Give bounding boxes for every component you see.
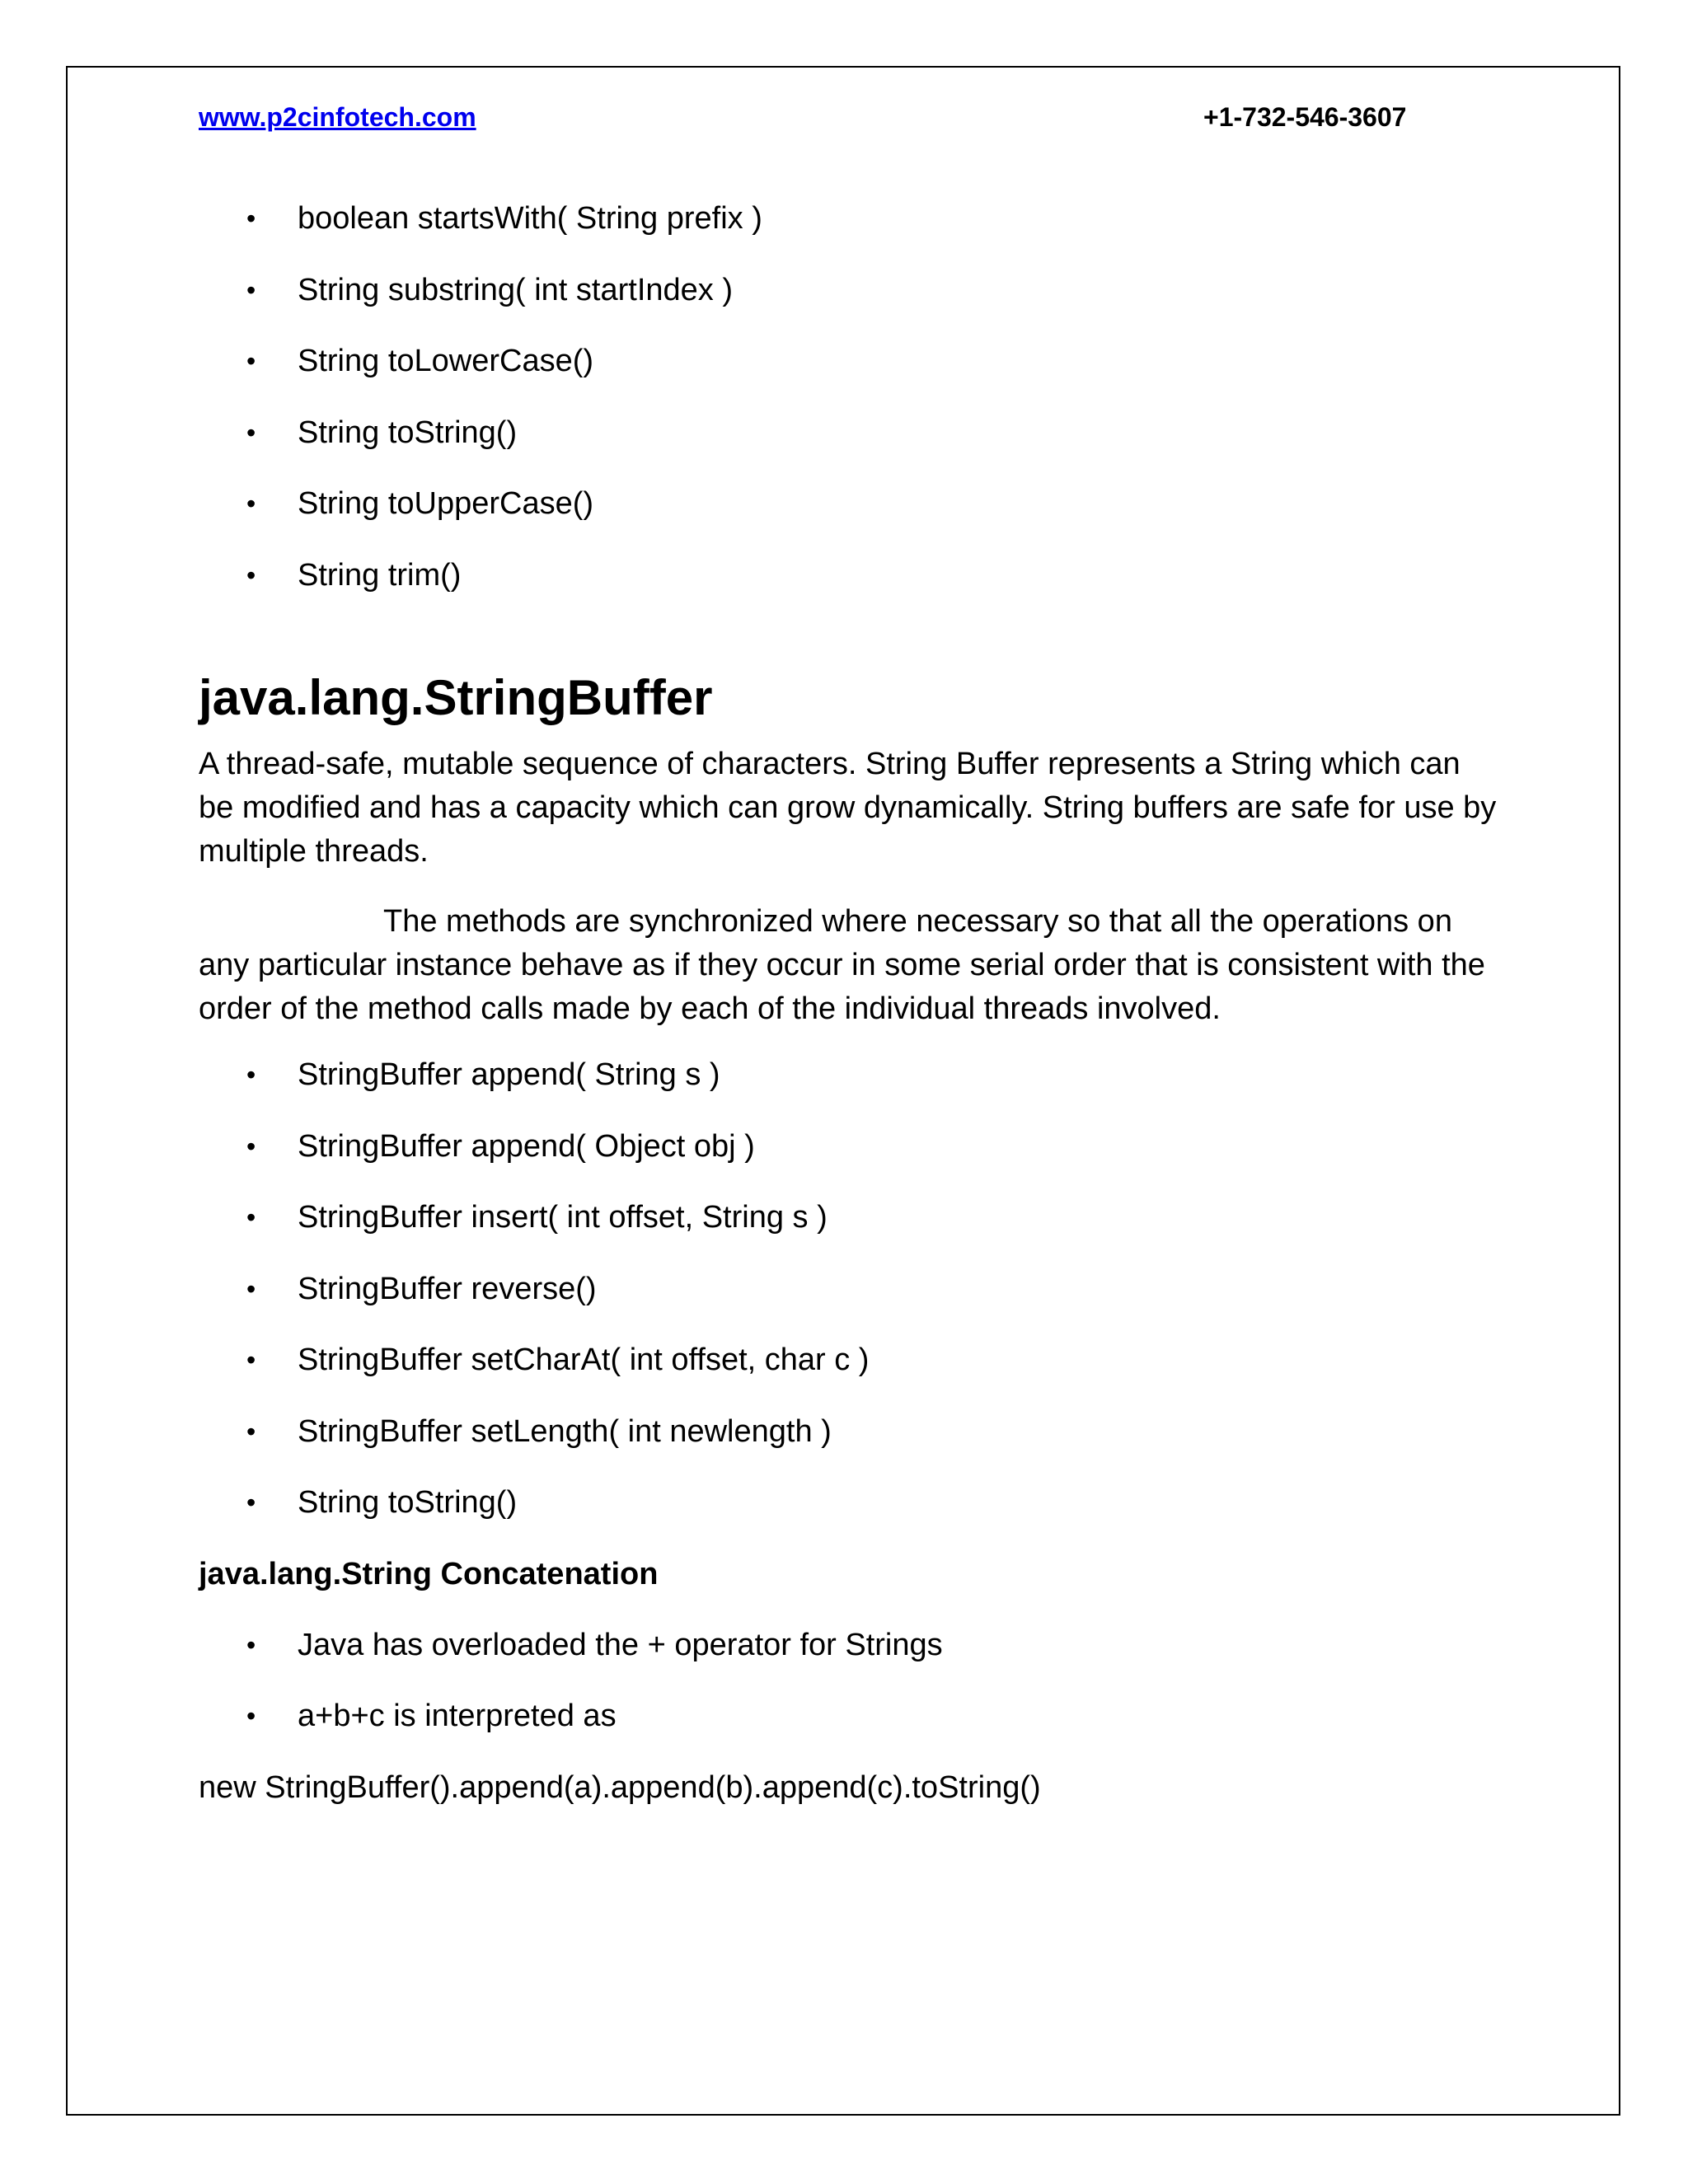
list-item: • String toUpperCase() bbox=[199, 476, 1501, 548]
bullet-icon: • bbox=[246, 1273, 256, 1304]
bullet-icon: • bbox=[246, 1416, 256, 1446]
bullet-icon: • bbox=[246, 1345, 256, 1375]
bullet-icon: • bbox=[246, 1202, 256, 1232]
concatenation-title: java.lang.String Concatenation bbox=[199, 1556, 659, 1591]
bullet-icon: • bbox=[246, 417, 256, 448]
paragraph-description: A thread-safe, mutable sequence of characters. String Buffer represents a String which can be modified and has a capacity which can grow dynamically. String buffers are safe for use by multiple threads. bbox=[199, 747, 1497, 869]
bullet-icon: • bbox=[246, 274, 256, 305]
bullet-icon: • bbox=[246, 204, 256, 233]
list-item: • String trim() bbox=[199, 548, 1501, 620]
paragraph-synchronized: The methods are synchronized where necessary so that all the operations on any particular instance behave as if they occur in some serial order that is consistent with the order of the method calls made by each of the individual threads involved. bbox=[199, 904, 1485, 1026]
list-item: • String toLowerCase() bbox=[199, 334, 1501, 405]
bullet-icon: • bbox=[246, 1488, 256, 1517]
phone-number: +1-732-546-3607 bbox=[1203, 102, 1407, 132]
list-item: • StringBuffer append( String s ) bbox=[199, 1047, 1501, 1119]
bullet-icon: • bbox=[246, 1701, 256, 1731]
list-item: • String toString() bbox=[199, 405, 1501, 477]
bullet-icon: • bbox=[246, 1629, 256, 1660]
bullet-icon: • bbox=[246, 346, 256, 376]
stringbuffer-methods-list bbox=[199, 1047, 1501, 1547]
list-item: • StringBuffer setLength( int newlength ) bbox=[199, 1404, 1501, 1476]
website-link[interactable]: www.p2cinfotech.com bbox=[199, 102, 476, 132]
list-item: • String toString() bbox=[199, 1475, 1501, 1547]
bullet-icon: • bbox=[246, 1131, 256, 1161]
list-item: • StringBuffer setCharAt( int offset, char c ) bbox=[199, 1333, 1501, 1404]
string-methods-list bbox=[199, 191, 1501, 619]
concatenation-list bbox=[199, 1618, 1501, 1760]
list-item: • StringBuffer insert( int offset, String s ) bbox=[199, 1190, 1501, 1262]
bullet-icon: • bbox=[246, 1060, 256, 1090]
document-body bbox=[199, 191, 1501, 1815]
list-item: • StringBuffer reverse() bbox=[199, 1262, 1501, 1333]
list-item: • boolean startsWith( String prefix ) bbox=[199, 191, 1501, 263]
bullet-icon: • bbox=[246, 489, 256, 518]
section-title: java.lang.StringBuffer bbox=[199, 670, 713, 725]
bullet-icon: • bbox=[246, 560, 256, 590]
list-item: • a+b+c is interpreted as bbox=[199, 1689, 1501, 1760]
code-example: new StringBuffer().append(a).append(b).append(c).toString() bbox=[199, 1769, 1041, 1805]
list-item: • String substring( int startIndex ) bbox=[199, 263, 1501, 335]
list-item: • Java has overloaded the + operator for Strings bbox=[199, 1618, 1501, 1690]
list-item: • StringBuffer append( Object obj ) bbox=[199, 1119, 1501, 1191]
